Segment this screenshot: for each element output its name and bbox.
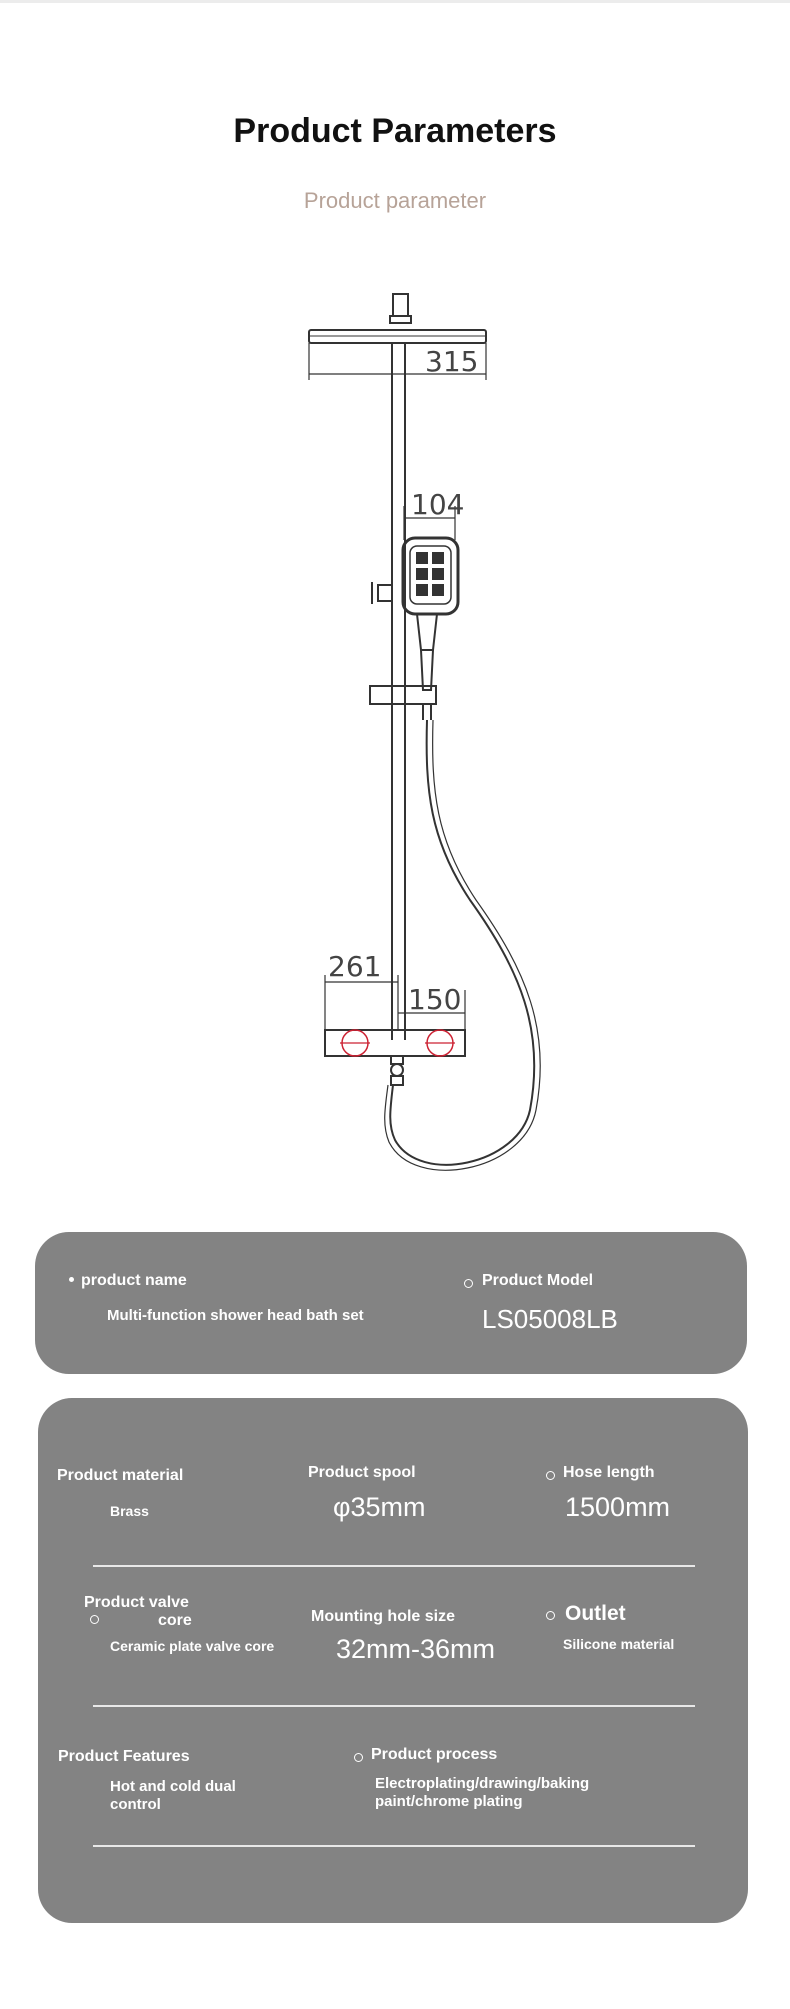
process-value-line2: paint/chrome plating	[375, 1793, 523, 1810]
material-value: Brass	[110, 1503, 149, 1519]
mounting-hole-value: 32mm-36mm	[336, 1634, 496, 1664]
hose-length-value: 1500mm	[565, 1492, 671, 1522]
bullet-icon	[69, 1277, 74, 1282]
hose-length-label: Hose length	[563, 1464, 655, 1481]
row-divider	[93, 1845, 695, 1847]
process-label: Product process	[371, 1746, 498, 1763]
shower-hose	[390, 720, 534, 1165]
product-model-label: Product Model	[482, 1272, 594, 1289]
product-name-card	[35, 1232, 747, 1374]
outlet-label: Outlet	[565, 1602, 626, 1625]
slide-holder	[370, 686, 436, 704]
valve-core-label-line2: core	[158, 1612, 192, 1629]
product-specs-card	[38, 1398, 748, 1923]
shower-dimension-diagram	[0, 230, 790, 1190]
page-subtitle: Product parameter	[303, 188, 487, 213]
top-connector	[393, 294, 408, 316]
bullet-ring-icon	[464, 1279, 473, 1288]
bullet-ring-icon	[546, 1611, 555, 1620]
row-divider	[93, 1565, 695, 1567]
features-value-line2: control	[110, 1796, 161, 1813]
row-divider	[93, 1705, 695, 1707]
dim-head-width: 315	[425, 345, 479, 378]
outlet-value: Silicone material	[563, 1636, 675, 1652]
dim-mixer-width: 261	[328, 950, 382, 983]
product-model-value: LS05008LB	[482, 1304, 618, 1334]
process-value-line1: Electroplating/drawing/baking	[375, 1775, 590, 1792]
dim-center-distance: 150	[408, 983, 462, 1016]
bullet-ring-icon	[546, 1471, 555, 1480]
valve-core-label-line1: Product valve	[84, 1594, 189, 1611]
features-value-line1: Hot and cold dual	[110, 1778, 236, 1795]
product-name-value: Multi-function shower head bath set	[107, 1307, 364, 1324]
mounting-hole-label: Mounting hole size	[311, 1608, 455, 1625]
dim-hand-shower-width: 104	[411, 488, 465, 521]
page-title: Product Parameters	[233, 112, 557, 150]
top-divider	[0, 0, 790, 3]
product-name-label: product name	[81, 1272, 187, 1289]
spool-label: Product spool	[308, 1464, 416, 1481]
features-label: Product Features	[58, 1748, 190, 1765]
material-label: Product material	[57, 1467, 184, 1484]
bullet-ring-icon	[354, 1753, 363, 1762]
spool-value: φ35mm	[333, 1492, 426, 1522]
shower-drawing	[0, 230, 790, 1190]
bullet-ring-icon	[90, 1615, 99, 1624]
valve-core-value: Ceramic plate valve core	[110, 1638, 275, 1654]
